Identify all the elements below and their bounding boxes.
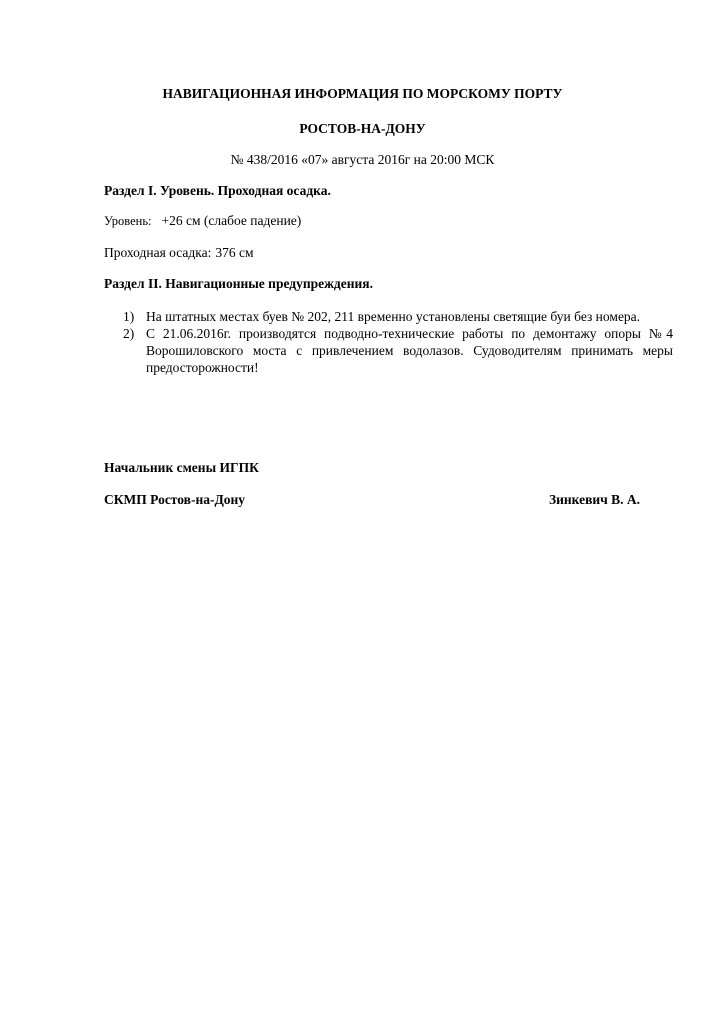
document-title-line2: РОСТОВ-НА-ДОНУ	[299, 121, 426, 136]
section2-heading: Раздел II. Навигационные предупреждения.	[104, 276, 373, 291]
warnings-list	[123, 308, 673, 376]
signatory-position: Начальник смены ИГПК	[104, 460, 259, 475]
issue-line: № 438/2016 «07» августа 2016г на 20:00 МСК	[230, 152, 495, 167]
draft-row	[104, 245, 254, 261]
list-item-text: С 21.06.2016г. производятся подводно-технические работы по демонтажу опоры №4 Ворошиловского моста с привлечением водолазов. Судоводителям принимать меры предосторожности!	[146, 326, 673, 375]
level-row	[104, 213, 301, 229]
draft-value: 376 см	[215, 245, 254, 260]
signatory-name: Зинкевич В. А.	[549, 492, 641, 507]
draft-label: Проходная осадка:	[104, 245, 212, 260]
list-item-number: 2)	[123, 326, 135, 341]
document-title-line1: НАВИГАЦИОННАЯ ИНФОРМАЦИЯ ПО МОРСКОМУ ПОРТУ	[162, 86, 563, 101]
signatory-organization: СКМП Ростов-на-Дону	[104, 492, 246, 507]
level-label: Уровень:	[104, 214, 152, 228]
list-item-number: 1)	[123, 309, 135, 324]
section1-heading: Раздел I. Уровень. Проходная осадка.	[104, 183, 331, 198]
list-item	[123, 325, 673, 376]
level-value: +26 см (слабое падение)	[161, 213, 302, 228]
list-item	[123, 308, 673, 325]
list-item-text: На штатных местах буев № 202, 211 временно установлены светящие буи без номера.	[146, 309, 641, 324]
